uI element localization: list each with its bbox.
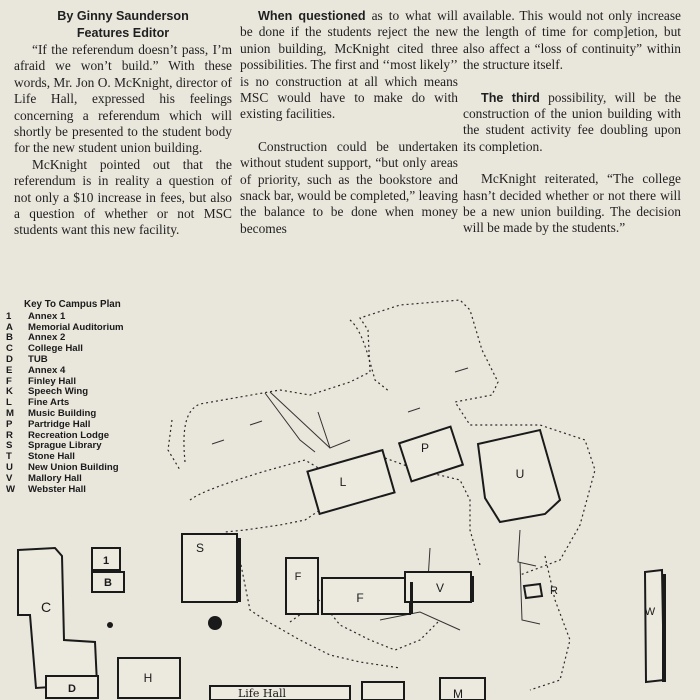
map-label-1: 1 (102, 555, 110, 567)
byline-title: Features Editor (76, 26, 170, 40)
key-item-name: Sprague Library (28, 440, 102, 452)
key-item-code: C (6, 343, 13, 355)
key-item-name: Recreation Lodge (28, 429, 110, 441)
key-title: Key To Campus Plan (24, 299, 121, 310)
building-finley-hall (322, 578, 410, 614)
map-label-l: L (339, 475, 347, 489)
map-label-life-hall: Life Hall (237, 687, 287, 700)
lead-in: When questioned (258, 9, 366, 23)
paragraph: Construction could be undertaken without student support, “but only areas of priority, such as the bookstore and snack bar, would be completed,” leaving the balance to be done when money becomes (240, 138, 458, 236)
building-fine-arts (307, 450, 394, 514)
building-recreation-lodge (524, 584, 542, 598)
building-finley-hall-wing (286, 558, 318, 614)
paragraph: McKnight reiterated, “The college hasn’t decided whether or not there will be a new union building. The decision will be made by the students.” (463, 171, 681, 236)
lead-in: The third (481, 90, 540, 105)
key-item-code: 1 (6, 310, 12, 322)
key-item-code: U (6, 461, 13, 473)
building-webster-hall (645, 570, 664, 682)
key-item-code: W (6, 483, 16, 495)
key-item-code: M (6, 407, 14, 419)
map-label-w: W (644, 606, 656, 618)
key-item-code: F (6, 375, 12, 387)
paragraph: McKnight pointed out that the referendum is in reality a question of not only a $10 increase in fees, but also a question of whether or not MSC students want this new facility. (14, 156, 232, 238)
key-item-name: New Union Building (28, 461, 119, 473)
byline-name: By Ginny Saunderson (57, 9, 189, 23)
key-item-name: College Hall (28, 343, 83, 355)
key-item-name: Fine Arts (28, 397, 70, 409)
key-item-name: Mallory Hall (28, 472, 82, 484)
building-college-hall (18, 548, 97, 688)
key-item-name: Annex 2 (28, 332, 66, 344)
key-item-name: Memorial Auditorium (28, 321, 124, 333)
building-sprague-library (182, 534, 237, 602)
key-item-code: D (6, 353, 13, 365)
key-item-name: Webster Hall (28, 483, 86, 495)
paragraph-text: possibility, will be the construction of the union building with the student activity fee doubling upon its completion. (463, 89, 681, 154)
key-item-name: Partridge Hall (28, 418, 91, 430)
paragraph (240, 8, 458, 123)
key-item-code: A (6, 321, 13, 333)
map-label-v: V (435, 581, 445, 595)
article-column-3 (463, 8, 681, 237)
key-item-code: P (6, 418, 13, 430)
map-label-f: F (356, 591, 364, 605)
map-label-h: H (143, 671, 153, 685)
key-item-code: E (6, 364, 13, 376)
map-label-b: B (104, 577, 112, 589)
map-label-p: P (420, 441, 430, 455)
campus-plan-key (6, 300, 181, 495)
building-speech-wing (362, 682, 404, 700)
map-label-d: D (68, 683, 76, 695)
paragraph (463, 90, 681, 156)
key-item-name: Annex 1 (28, 310, 66, 322)
paragraph-text: as to what will be done if the students reject the new union building, McKnight cited three possibilities. The first and ‘‘most likely’’ is no construction at all which means MSC would have to make do with existing facilities. (240, 8, 458, 122)
building-partridge-hall (399, 427, 463, 482)
paragraph: “If the referendum doesn’t pass, I’m afraid we won’t build.” With these words, Mr. Jon O. McKnight, director of Life Hall, expressed his feelings concerning a referendum which will shortly be presented to the student body for the new student union building. (14, 42, 232, 156)
key-item-code: B (6, 332, 13, 344)
paragraph: available. This would not only increase the length of time for comp]etion, but also affect a “loss of continuity” within the structure itself. (463, 8, 681, 73)
map-label-f-wing: F (294, 571, 302, 583)
key-item-name: Speech Wing (28, 386, 89, 398)
key-item-name: Music Building (28, 407, 97, 419)
key-item-code: L (6, 397, 12, 409)
key-item-name: TUB (28, 353, 48, 365)
key-item-code: R (6, 429, 13, 441)
map-label-s: S (195, 541, 205, 555)
key-item-code: K (6, 386, 13, 398)
article-column-2 (240, 8, 458, 237)
map-label-r: R (550, 585, 558, 597)
key-item-code: V (6, 472, 13, 484)
key-item-name: Stone Hall (28, 451, 75, 463)
key-list (6, 312, 181, 496)
key-item-code: T (6, 451, 12, 463)
key-item-code: S (6, 440, 13, 452)
map-label-c: C (40, 599, 52, 615)
map-label-u: U (515, 467, 525, 481)
key-item (6, 485, 181, 496)
key-item-name: Finley Hall (28, 375, 76, 387)
map-label-m: M (453, 687, 463, 700)
key-item-name: Annex 4 (28, 364, 66, 376)
article-column-1 (14, 8, 232, 239)
